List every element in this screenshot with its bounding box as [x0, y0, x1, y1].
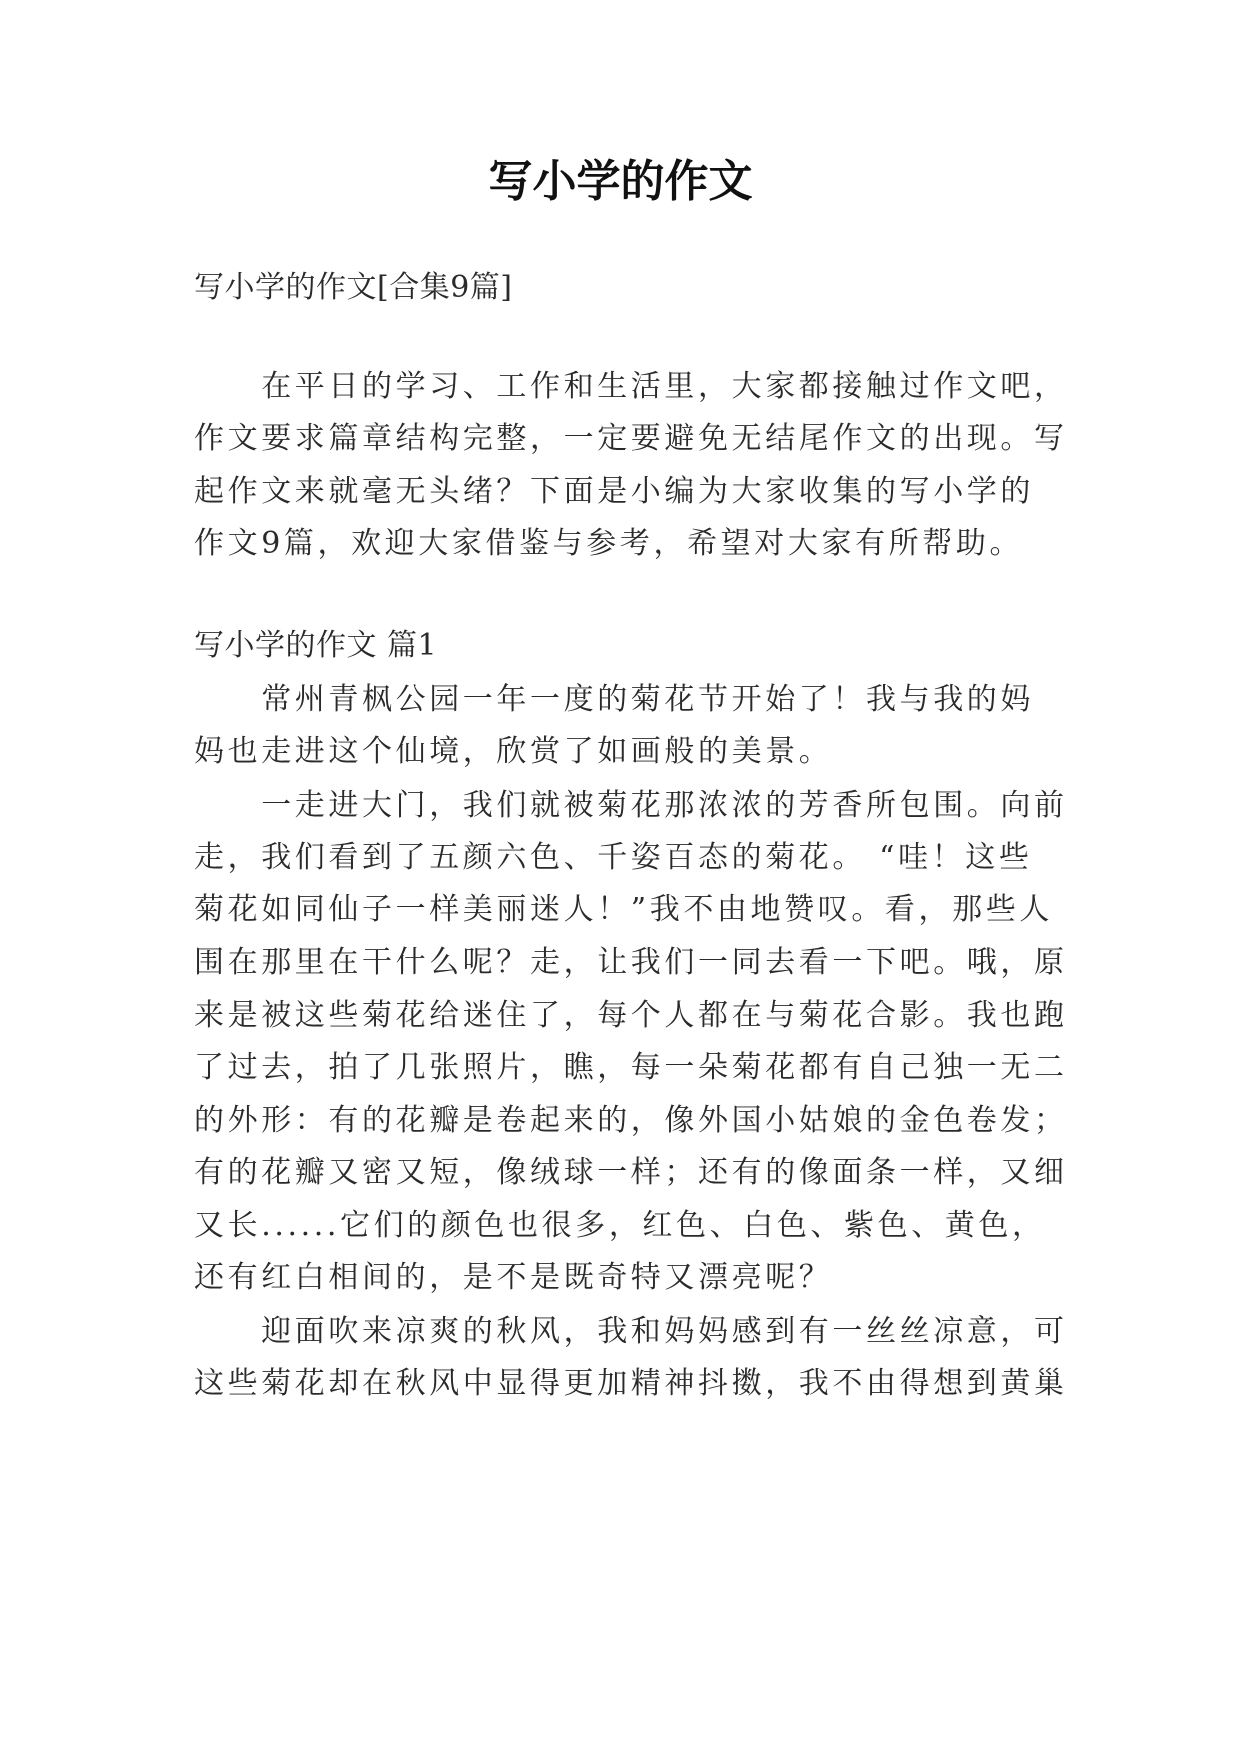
intro-line: 作文9篇，欢迎大家借鉴与参考，希望对大家有所帮助。 — [194, 526, 1024, 561]
intro-line: 作文要求篇章结构完整，一定要避免无结尾作文的出现。写 — [194, 421, 1068, 456]
body-line: 围在那里在干什么呢？走，让我们一同去看一下吧。哦，原 — [194, 945, 1068, 980]
intro-line: 在平日的学习、工作和生活里，大家都接触过作文吧， — [194, 369, 1068, 404]
body-line: 还有红白相间的，是不是既奇特又漂亮呢？ — [194, 1260, 833, 1295]
body-line: 的外形：有的花瓣是卷起来的，像外国小姑娘的金色卷发； — [194, 1103, 1068, 1138]
body-line: 来是被这些菊花给迷住了，每个人都在与菊花合影。我也跑 — [194, 998, 1068, 1033]
intro-line: 起作文来就毫无头绪？下面是小编为大家收集的写小学的 — [194, 474, 1034, 509]
body-line: 又长......它们的颜色也很多，红色、白色、紫色、黄色， — [194, 1208, 1046, 1243]
document-subtitle: 写小学的作文[合集9篇] — [194, 270, 513, 305]
body-line: 走，我们看到了五颜六色、千姿百态的菊花。 “哇！这些 — [194, 840, 1033, 875]
body-line: 有的花瓣又密又短，像绒球一样；还有的像面条一样，又细 — [194, 1155, 1068, 1190]
body-line: 妈也走进这个仙境，欣赏了如画般的美景。 — [194, 734, 833, 769]
body-line: 菊花如同仙子一样美丽迷人！”我不由地赞叹。看，那些人 — [194, 892, 1053, 927]
body-line: 一走进大门，我们就被菊花那浓浓的芳香所包围。向前 — [194, 788, 1068, 823]
body-line: 这些菊花却在秋风中显得更加精神抖擞，我不由得想到黄巢 — [194, 1366, 1068, 1401]
document-title: 写小学的作文 — [488, 156, 753, 207]
section-heading: 写小学的作文 篇1 — [194, 628, 438, 663]
body-line: 常州青枫公园一年一度的菊花节开始了！我与我的妈 — [194, 682, 1034, 717]
body-line: 迎面吹来凉爽的秋风，我和妈妈感到有一丝丝凉意，可 — [194, 1314, 1068, 1349]
body-line: 了过去，拍了几张照片，瞧，每一朵菊花都有自己独一无二 — [194, 1050, 1068, 1085]
